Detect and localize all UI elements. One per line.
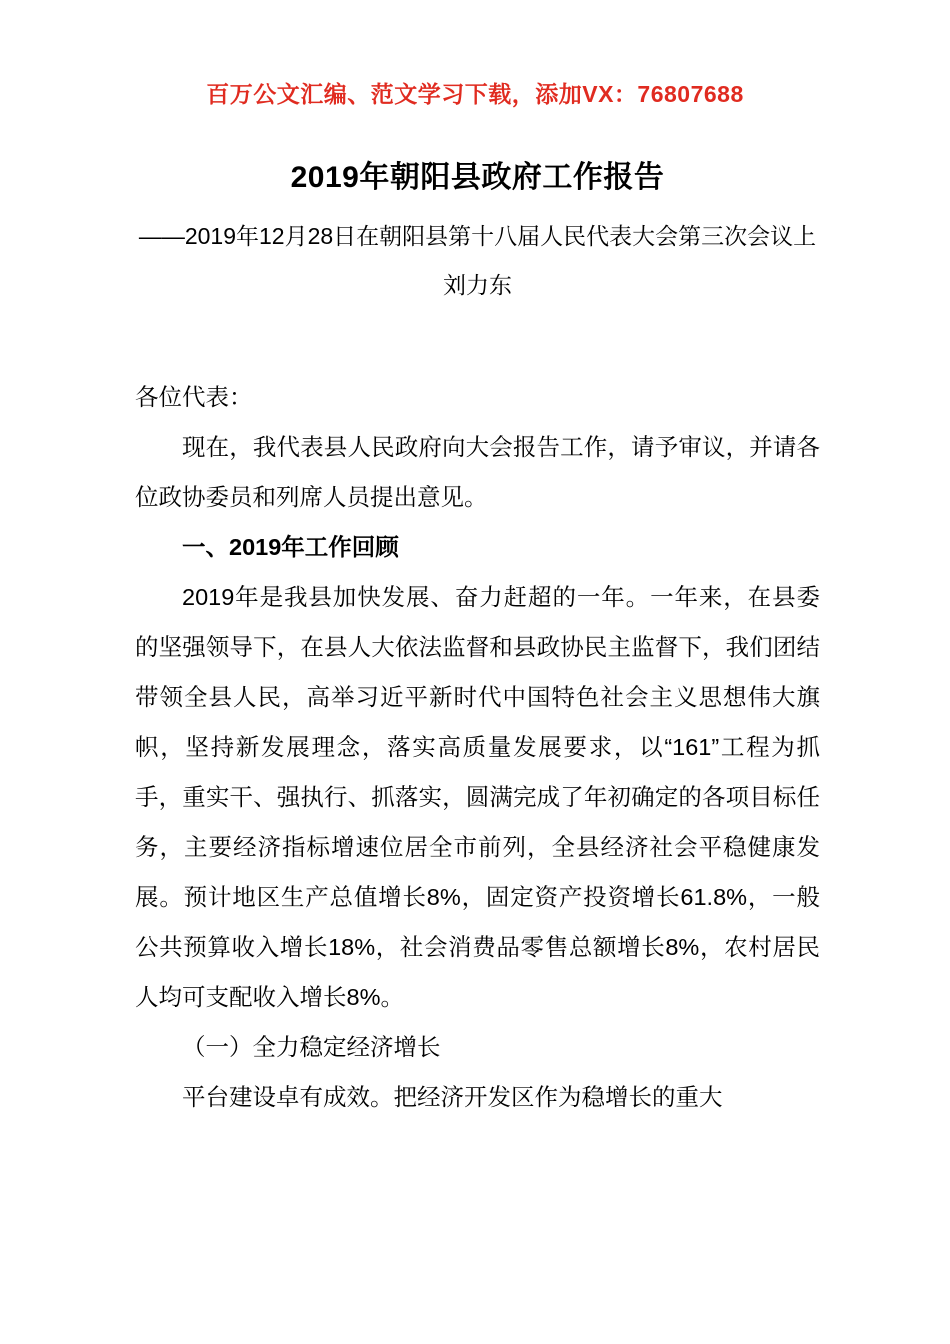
opening-paragraph: 现在，我代表县人民政府向大会报告工作，请予审议，并请各位政协委员和列席人员提出意见。 xyxy=(135,434,820,510)
document-subtitle: ——2019年12月28日在朝阳县第十八届人民代表大会第三次会议上 xyxy=(138,223,817,249)
salutation: 各位代表： xyxy=(135,384,253,410)
document-body xyxy=(135,152,820,1122)
subsection-one-body-paragraph: 平台建设卓有成效。把经济开发区作为稳增长的重大 xyxy=(182,1084,723,1110)
section-one-body-paragraph: 2019年是我县加快发展、奋力赶超的一年。一年来，在县委的坚强领导下，在县人大依法监督和县政协民主监督下，我们团结带领全县人民，高举习近平新时代中国特色社会主义思想伟大旗帜，坚持新发展理念，落实高质量发展要求，以“161”工程为抓手，重实干、强执行、抓落实，圆满完成了年初确定的各项目标任务，主要经济指标增速位居全市前列，全县经济社会平稳健康发展。预计地区生产总值增长8%，固定资产投资增长61.8%，一般公共预算收入增长18%，社会消费品零售总额增长8%，农村居民人均可支配收入增长8%。 xyxy=(135,584,820,1010)
document-title: 2019年朝阳县政府工作报告 xyxy=(290,161,665,194)
document-author: 刘力东 xyxy=(443,272,512,298)
section-heading-one: 一、2019年工作回顾 xyxy=(182,534,399,560)
promo-banner-text: 百万公文汇编、范文学习下载，添加VX：76807688 xyxy=(206,81,744,107)
promo-banner xyxy=(0,76,950,109)
spacer xyxy=(135,310,820,372)
subsection-heading-one: （一）全力稳定经济增长 xyxy=(182,1034,441,1060)
